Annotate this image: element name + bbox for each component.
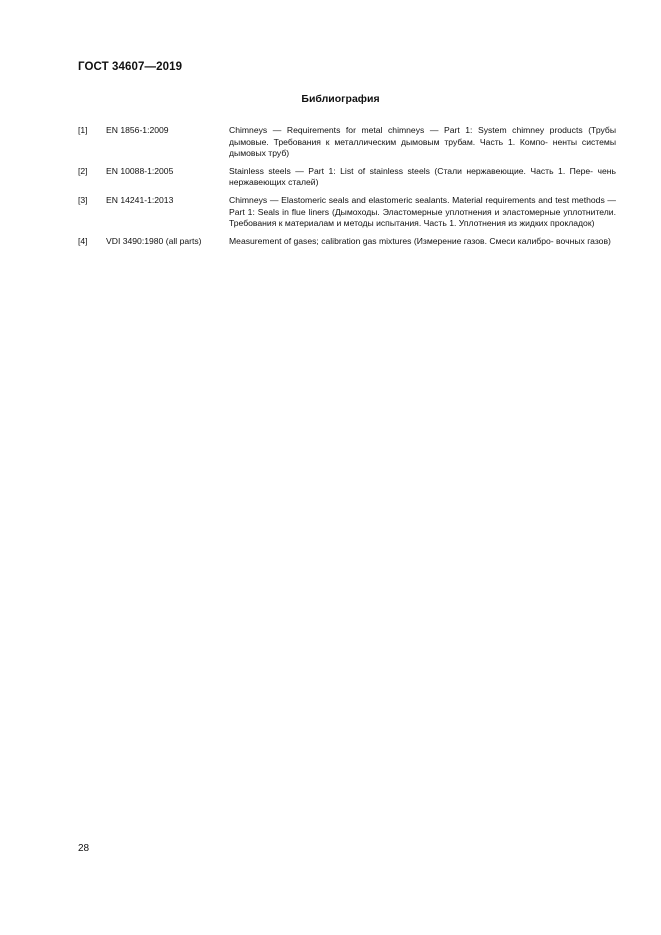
entry-description — [229, 236, 616, 248]
entry-text-line: Часть 1. Уплотнения из жидких прокладок) — [423, 218, 595, 229]
bibliography-entry — [78, 166, 616, 189]
entry-standard-code: EN 14241-1:2013 — [106, 194, 174, 205]
page-title: Библиография — [301, 93, 380, 105]
entry-number: [4] — [78, 235, 88, 246]
bibliography-list — [78, 125, 616, 253]
document-header: ГОСТ 34607—2019 — [78, 61, 183, 73]
entry-text-line: Measurement of gases; calibration gas mixtures (Измерение газов. Смеси калибро- — [229, 235, 554, 246]
entry-text-line: Chimneys — Requirements for metal chimneys — Part 1: System chimney products — [229, 125, 583, 135]
bibliography-entry — [78, 236, 616, 248]
bibliography-entry — [78, 125, 616, 160]
bibliography-entry — [78, 195, 616, 230]
entry-standard-code: EN 1856-1:2009 — [106, 125, 169, 135]
entry-number: [2] — [78, 165, 88, 176]
entry-standard-code: EN 10088-1:2005 — [106, 165, 174, 176]
entry-text-line: чень нержавеющих сталей) — [229, 165, 616, 188]
entry-text-line: (Трубы дымовые. Требования к металлическим дымовым трубам. Часть 1. Компо- — [229, 125, 616, 147]
entry-text-line: и эластомерные уплотнители. Требования к материалам и методы испытания. — [229, 206, 616, 229]
entry-description — [229, 125, 616, 160]
page-number: 28 — [78, 843, 90, 854]
entry-text-line: Chimneys — Elastomeric seals and elastomeric sealants. Material requirements and — [229, 194, 553, 205]
entry-text-line: Stainless steels — Part 1: List of stainless steels (Стали нержавеющие. Часть 1. Пере- — [229, 165, 594, 176]
entry-description — [229, 166, 616, 189]
entry-number: [1] — [78, 125, 88, 135]
entry-text-line: вочных газов) — [556, 235, 611, 246]
entry-text-line: ненты системы дымовых труб) — [229, 136, 616, 159]
entry-number: [3] — [78, 194, 88, 205]
entry-text-line: test methods — Part 1: Seals in flue liners (Дымоходы. Эластомерные уплотнения — [229, 194, 617, 217]
entry-description — [229, 195, 616, 230]
entry-standard-code: VDI 3490:1980 (all parts) — [106, 235, 202, 246]
